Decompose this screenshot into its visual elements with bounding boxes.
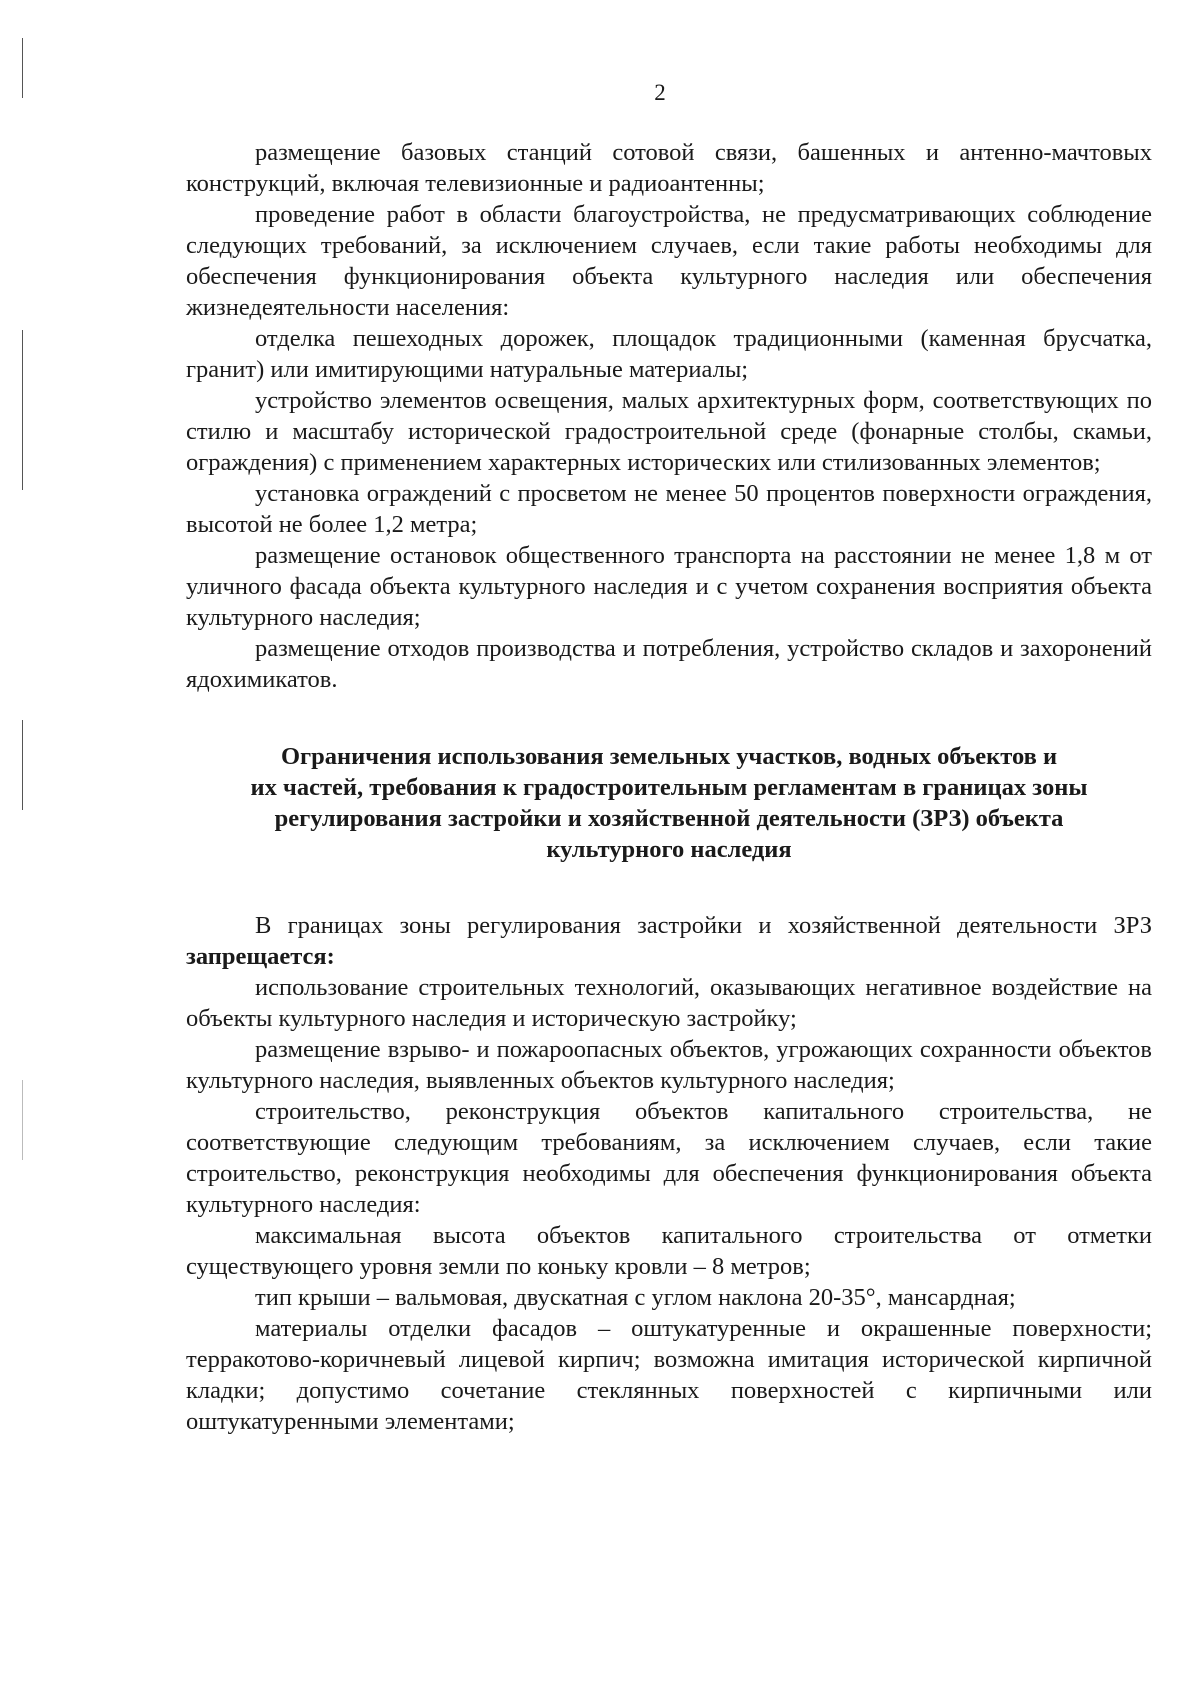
scan-margin-marks [0, 0, 30, 1684]
intro-paragraph [186, 910, 1152, 972]
heading-line: их частей, требования к градостроительным регламентам в границах зоны [250, 774, 1088, 801]
paragraph: строительство, реконструкция объектов капитального строительства, не соответствующие следующим требованиям, за исключением случаев, если такие строительство, реконструкция необходимы для обеспечения функционирования объекта культурного наследия: [186, 1098, 1152, 1218]
scan-mark [22, 720, 23, 810]
paragraph: размещение базовых станций сотовой связи, башенных и антенно-мачтовых конструкций, включая телевизионные и радиоантенны; [186, 139, 1152, 197]
heading-line: культурного наследия [546, 836, 792, 863]
paragraph: тип крыши – вальмовая, двускатная с углом наклона 20-35°, мансардная; [255, 1284, 1016, 1311]
paragraph: устройство элементов освещения, малых архитектурных форм, соответствующих по стилю и масштабу исторической градостроительной среде (фонарные столбы, скамьи, ограждения) с применением характерных исторических или стилизованных элементов; [186, 387, 1152, 476]
section-heading [186, 741, 1152, 865]
paragraph: материалы отделки фасадов – оштукатуренные и окрашенные поверхности; терракотово-коричневый лицевой кирпич; возможна имитация исторической кирпичной кладки; допустимо сочетание стеклянных поверхностей с кирпичными или оштукатуренными элементами; [186, 1315, 1152, 1435]
heading-line: регулирования застройки и хозяйственной деятельности (ЗРЗ) объекта [274, 805, 1064, 832]
paragraph: установка ограждений с просветом не менее 50 процентов поверхности ограждения, высотой не более 1,2 метра; [186, 480, 1152, 538]
intro-text: В границах зоны регулирования застройки и хозяйственной деятельности ЗРЗ [255, 912, 1152, 939]
paragraph: проведение работ в области благоустройства, не предусматривающих соблюдение следующих требований, за исключением случаев, если такие работы необходимы для обеспечения функционирования объекта культурного наследия или обеспечения жизнедеятельности населения: [186, 201, 1152, 321]
paragraph: размещение остановок общественного транспорта на расстоянии не менее 1,8 м от уличного фасада объекта культурного наследия и с учетом сохранения восприятия объекта культурного наследия; [186, 542, 1152, 631]
paragraph: использование строительных технологий, оказывающих негативное воздействие на объекты культурного наследия и историческую застройку; [186, 974, 1152, 1032]
document-body [186, 137, 1152, 1437]
scan-mark [22, 330, 23, 490]
paragraph: максимальная высота объектов капитального строительства от отметки существующего уровня земли по коньку кровли – 8 метров; [186, 1222, 1152, 1280]
intro-bold-text: запрещается: [186, 943, 335, 970]
paragraph: размещение отходов производства и потребления, устройство складов и захоронений ядохимикатов. [186, 635, 1152, 693]
heading-line: Ограничения использования земельных участков, водных объектов и [280, 743, 1058, 770]
paragraph: отделка пешеходных дорожек, площадок традиционными (каменная брусчатка, гранит) или имитирующими натуральные материалы; [186, 325, 1152, 383]
paragraph: размещение взрыво- и пожароопасных объектов, угрожающих сохранности объектов культурного наследия, выявленных объектов культурного наследия; [186, 1036, 1152, 1094]
scan-mark [22, 1080, 23, 1160]
scan-mark [22, 38, 23, 98]
page-number: 2 [654, 80, 666, 105]
